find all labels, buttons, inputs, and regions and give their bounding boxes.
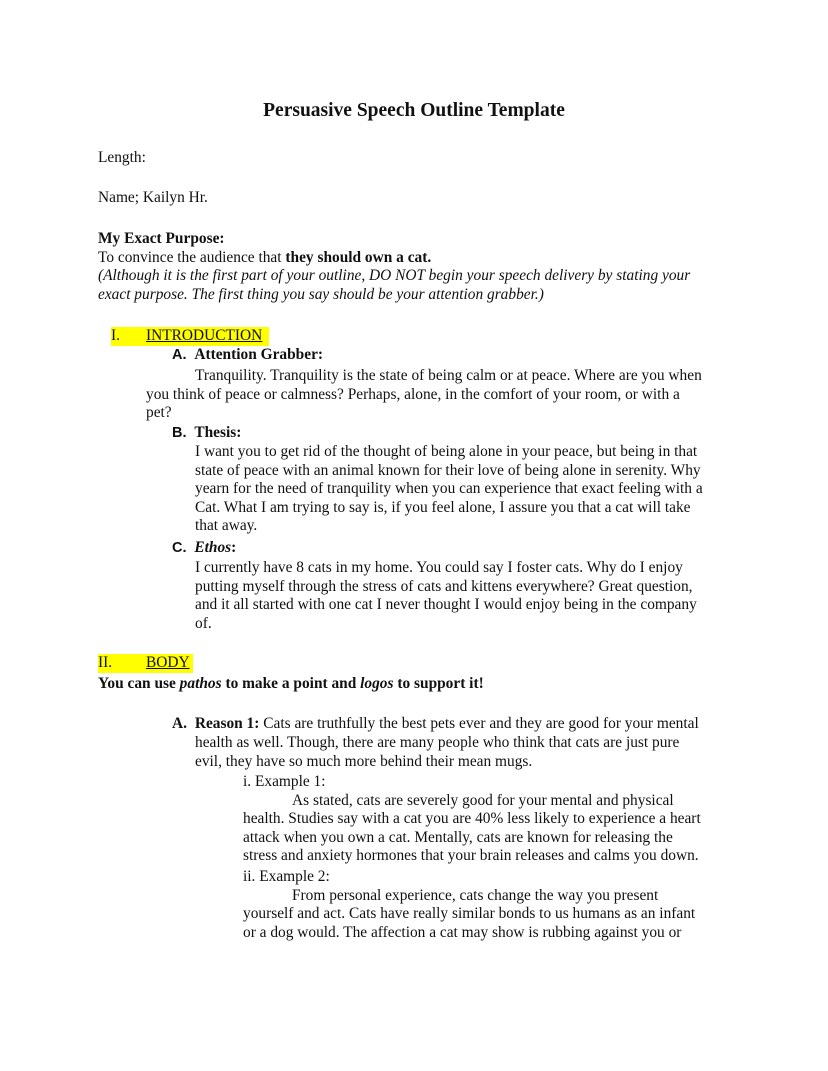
- example-1: [243, 773, 701, 866]
- tip-text: You can use: [98, 675, 180, 692]
- item-label: Ethos: [194, 539, 232, 556]
- tip-logos: logos: [360, 675, 394, 692]
- section-title: INTRODUCTION: [146, 327, 263, 344]
- text-line: Cat. What I am trying to say is, if you feel alone, I assure you that a cat will take: [195, 498, 691, 516]
- text-line: As stated, cats are severely good for your mental and physical: [292, 791, 674, 809]
- text-line: or a dog would. The affection a cat may show is rubbing against you or: [243, 923, 682, 941]
- reason-label: Reason 1:: [194, 715, 260, 732]
- text-line: attack when you own a cat. Mentally, cats are known for releasing the: [243, 828, 673, 846]
- text-line: stress and anxiety hormones that your brain releases and calms you down.: [243, 847, 699, 865]
- item-letter: A.: [172, 347, 187, 363]
- thesis-text: [195, 443, 703, 536]
- tip-pathos: pathos: [179, 675, 222, 692]
- tip-text: to support it!: [393, 675, 484, 692]
- item-letter: B.: [172, 425, 187, 441]
- intro-item-label: [172, 424, 241, 443]
- text-line: state of peace with an animal known for their love of being alone in serenity. Why: [195, 461, 701, 479]
- text-line: yourself and act. Cats have really similar bonds to us humans as an infant: [243, 905, 696, 923]
- intro-item-label: [172, 346, 323, 365]
- text-line: yearn for the need of tranquility when you can experience that exact feeling with a: [195, 480, 703, 498]
- text-line: evil, they have so much more behind their mean mugs.: [195, 752, 533, 770]
- example-label: i. Example 1:: [243, 773, 326, 790]
- purpose-note-line: (Although it is the first part of your outline, DO NOT begin your speech delivery by stating your: [98, 267, 691, 285]
- text-line: and it all started with one cat I never thought I would enjoy being in the company: [195, 596, 697, 614]
- reason-item: [172, 715, 699, 734]
- text-line: From personal experience, cats change the way you present: [292, 886, 659, 904]
- text-line: you think of peace or calmness? Perhaps, alone, in the comfort of your room, or with a: [146, 385, 680, 403]
- text-line: I want you to get rid of the thought of being alone in your peace, but being in that: [195, 443, 698, 460]
- section-title: BODY: [146, 654, 190, 671]
- tip-text: to make a point and: [221, 675, 361, 692]
- body-tip: [98, 675, 484, 694]
- name-line: Name; Kailyn Hr.: [98, 189, 208, 206]
- purpose-note-line: exact purpose. The first thing you say should be your attention grabber.): [98, 285, 544, 303]
- purpose-section: [98, 230, 690, 304]
- text-line: putting myself through the stress of cats and kittens everywhere? Great question,: [195, 577, 693, 595]
- text-line: I currently have 8 cats in my home. You could say I foster cats. Why do I enjoy: [195, 559, 683, 576]
- example-2: [243, 868, 695, 942]
- section-numeral: II.: [98, 654, 113, 671]
- text-line: health as well. Though, there are many people who think that cats are just pure: [195, 734, 680, 751]
- text-line: Cats are truthfully the best pets ever and they are good for your mental: [259, 715, 699, 732]
- item-label: Thesis:: [194, 424, 242, 441]
- text-line: health. Studies say with a cat you are 40% less likely to experience a heart: [243, 810, 701, 828]
- text-line: Tranquility. Tranquility is the state of being calm or at peace. Where are you when: [195, 367, 702, 384]
- text-line: pet?: [146, 404, 172, 422]
- item-letter: C.: [172, 540, 187, 556]
- purpose-lead: To convince the audience that: [98, 248, 286, 266]
- label-colon: :: [231, 539, 237, 556]
- length-label: Length:: [98, 149, 146, 166]
- text-line: that away.: [195, 517, 258, 535]
- document-title: Persuasive Speech Outline Template: [263, 100, 565, 121]
- purpose-heading: My Exact Purpose:: [98, 230, 225, 247]
- reason-text: [195, 734, 679, 771]
- ethos-text: [195, 559, 697, 633]
- attention-grabber-text: [146, 367, 702, 423]
- text-line: of.: [195, 614, 212, 632]
- item-letter: A.: [172, 715, 187, 732]
- body-heading: [98, 654, 193, 673]
- example-label: ii. Example 2:: [243, 868, 330, 885]
- section-numeral: I.: [111, 327, 120, 344]
- introduction-heading: [111, 327, 269, 346]
- purpose-statement: they should own a cat.: [285, 248, 432, 266]
- item-label: Attention Grabber:: [194, 346, 324, 363]
- intro-item-label: [172, 539, 236, 558]
